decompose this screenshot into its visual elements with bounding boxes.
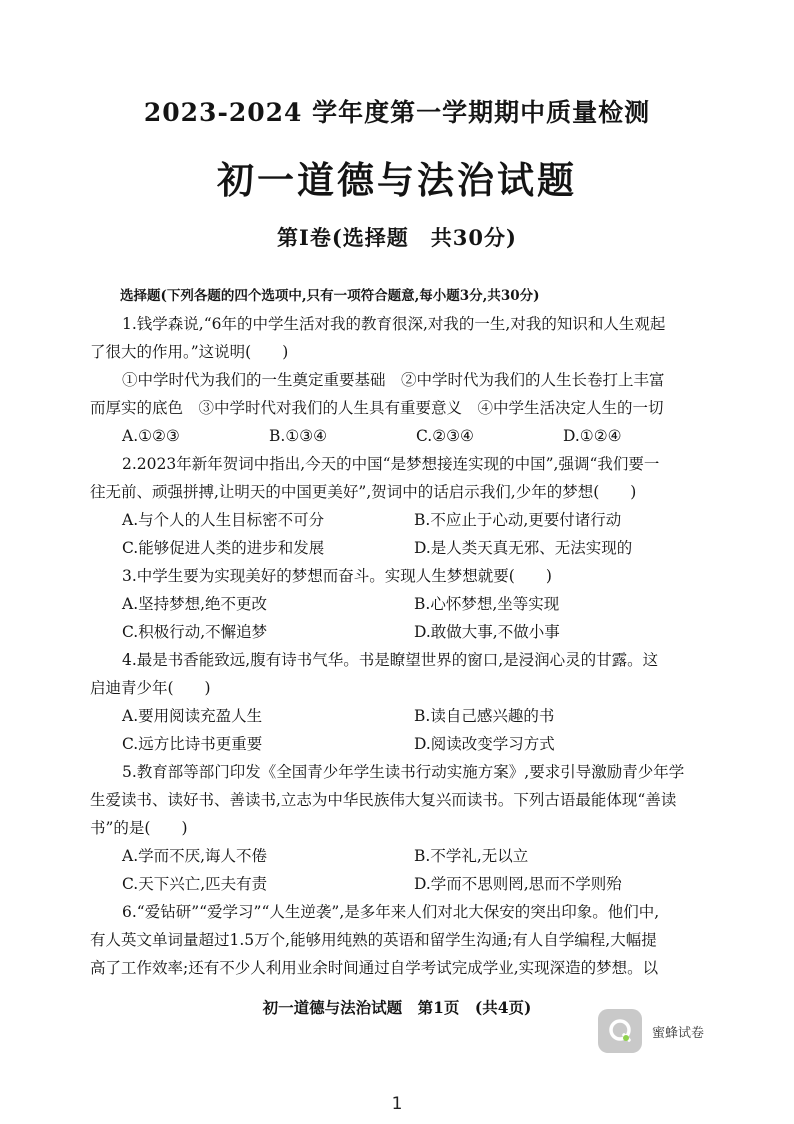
question-stem: 2.2023年新年贺词中指出,今天的中国“是梦想接连实现的中国”,强调“我们要一 — [122, 455, 660, 473]
question-2 — [90, 450, 710, 562]
page-footer: 初一道德与法治试题 第1页 (共4页) — [262, 998, 532, 1017]
option-row — [90, 842, 710, 870]
question-stem-cont: 高了工作效率;还有不少人利用业余时间通过自学考试完成学业,实现深造的梦想。以 — [90, 959, 659, 977]
option-row — [90, 534, 710, 562]
option-c: C.远方比诗书更重要 — [122, 735, 263, 753]
question-stem: 1.钱学森说,“6年的中学生活对我的教育很深,对我的一生,对我的知识和人生观起 — [122, 315, 666, 333]
option-b: B.不应止于心动,更要付诸行动 — [414, 511, 622, 529]
question-stem-cont: 生爱读书、读好书、善读书,立志为中华民族伟大复兴而读书。下列古语最能体现“善读 — [90, 791, 677, 809]
question-stem: 6.“爱钻研”“爱学习”“人生逆袭”,是多年来人们对北大保安的突出印象。他们中, — [122, 903, 660, 921]
option-c: C.②③④ — [416, 427, 474, 445]
option-row — [90, 422, 710, 450]
option-d: D.敢做大事,不做小事 — [414, 623, 560, 641]
watermark-text: 蜜蜂试卷 — [652, 1025, 705, 1041]
option-a: A.与个人的人生目标密不可分 — [122, 511, 325, 529]
option-d: D.①②④ — [563, 427, 622, 445]
option-row — [90, 590, 710, 618]
option-d: D.阅读改变学习方式 — [414, 735, 555, 753]
exam-title: 2023-2024 学年度第一学期期中质量检测 — [143, 98, 651, 127]
watermark — [598, 1009, 704, 1053]
option-a: A.要用阅读充盈人生 — [122, 707, 263, 725]
page-number: 1 — [391, 1094, 403, 1114]
option-b: B.读自己感兴趣的书 — [414, 707, 555, 725]
option-d: D.学而不思则罔,思而不学则殆 — [414, 875, 622, 893]
question-stem-cont: 书”的是( ) — [90, 819, 188, 837]
question-6 — [90, 898, 710, 982]
option-b: B.心怀梦想,坐等实现 — [414, 595, 560, 613]
section-title: 第Ⅰ卷(选择题 共30分) — [277, 225, 517, 250]
question-5 — [90, 758, 710, 898]
option-row — [90, 730, 710, 758]
honeybee-logo-icon — [598, 1009, 642, 1053]
option-a: A.①②③ — [122, 427, 180, 445]
question-4 — [90, 646, 710, 758]
question-stem: 3.中学生要为实现美好的梦想而奋斗。实现人生梦想就要( ) — [122, 567, 552, 585]
question-stem: 4.最是书香能致远,腹有诗书气华。书是瞭望世界的窗口,是浸润心灵的甘露。这 — [122, 651, 659, 669]
option-b: B.①③④ — [269, 427, 328, 445]
question-stem-cont: 往无前、顽强拼搏,让明天的中国更美好”,贺词中的话启示我们,少年的梦想( ) — [90, 483, 637, 501]
option-row — [90, 506, 710, 534]
option-row — [90, 618, 710, 646]
question-statements: ①中学时代为我们的一生奠定重要基础 ②中学时代为我们的人生长卷打上丰富 — [122, 371, 665, 389]
question-area — [90, 282, 710, 982]
option-c: C.积极行动,不懈追梦 — [122, 623, 268, 641]
option-b: B.不学礼,无以立 — [414, 847, 529, 865]
question-statements-cont: 而厚实的底色 ③中学时代对我们的人生具有重要意义 ④中学生活决定人生的一切 — [90, 399, 664, 417]
option-a: A.学而不厌,诲人不倦 — [122, 847, 268, 865]
instructions: 选择题(下列各题的四个选项中,只有一项符合题意,每小题3分,共30分) — [120, 288, 540, 304]
question-1 — [90, 310, 710, 450]
option-c: C.能够促进人类的进步和发展 — [122, 539, 325, 557]
option-row — [90, 702, 710, 730]
subject-title: 初一道德与法治试题 — [217, 158, 577, 202]
question-stem: 5.教育部等部门印发《全国青少年学生读书行动实施方案》,要求引导激励青少年学 — [122, 763, 685, 781]
option-row — [90, 870, 710, 898]
question-stem-cont: 了很大的作用。”这说明( ) — [90, 343, 289, 361]
option-a: A.坚持梦想,绝不更改 — [122, 595, 268, 613]
option-d: D.是人类天真无邪、无法实现的 — [414, 539, 633, 557]
option-c: C.天下兴亡,匹夫有责 — [122, 875, 268, 893]
question-stem-cont: 启迪青少年( ) — [90, 679, 211, 697]
question-3 — [90, 562, 710, 646]
question-stem-cont: 有人英文单词量超过1.5万个,能够用纯熟的英语和留学生沟通;有人自学编程,大幅提 — [90, 931, 657, 949]
